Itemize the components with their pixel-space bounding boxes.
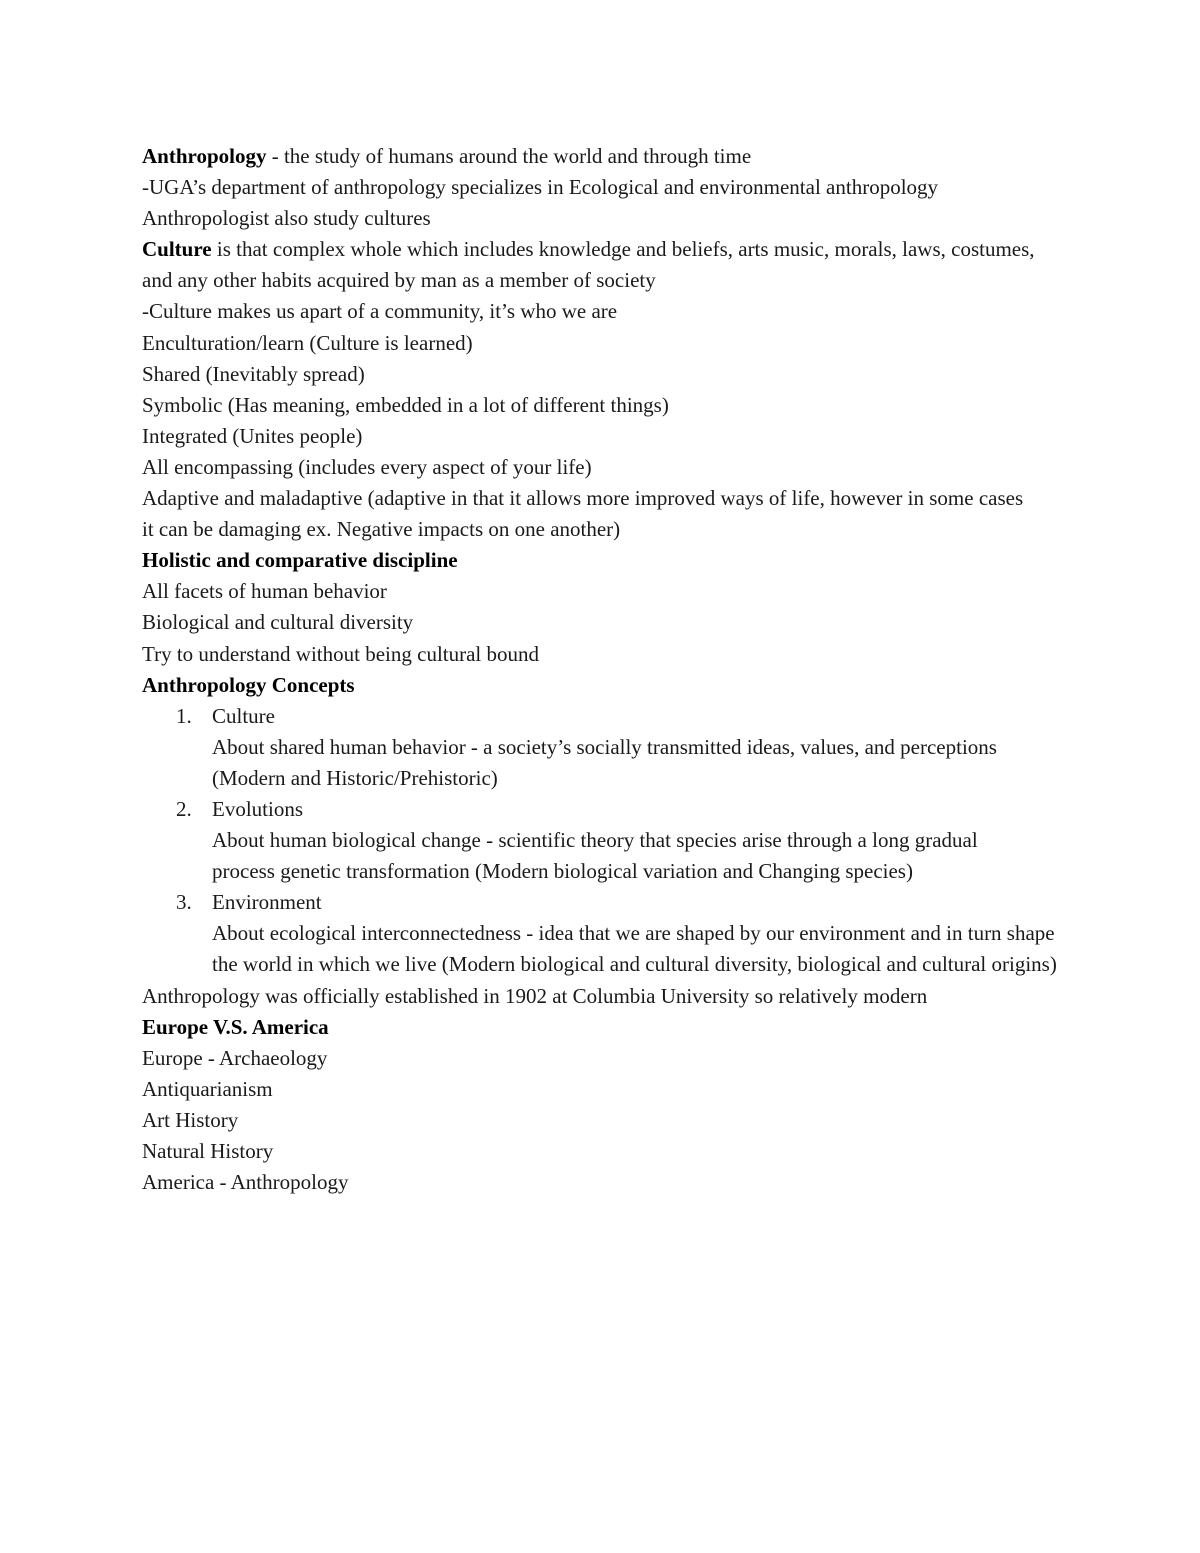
note-uga-department: -UGA’s department of anthropology specializes in Ecological and environmental anthropology: [142, 175, 939, 200]
concept-description: About ecological interconnectedness - idea that we are shaped by our environment and in turn shape the world in which we live (Modern biological and cultural diversity, biological and cultural origins): [212, 921, 1057, 977]
note-america: America - Anthropology: [142, 1170, 349, 1195]
term-anthropology: Anthropology: [142, 144, 267, 168]
note-art-history: Art History: [142, 1107, 239, 1132]
note-anthropologist-cultures: Anthropologist also study cultures: [142, 206, 431, 231]
concept-item-environment: [142, 887, 1062, 980]
trait-symbolic: Symbolic (Has meaning, embedded in a lot of different things): [142, 392, 669, 417]
definition-culture: [142, 234, 1047, 296]
note-culture-community: -Culture makes us apart of a community, it’s who we are: [142, 299, 618, 324]
definition-text: - the study of humans around the world and through time: [266, 144, 752, 168]
heading-concepts: Anthropology Concepts: [142, 672, 355, 697]
note-established: Anthropology was officially established in 1902 at Columbia University so relatively modern: [142, 983, 928, 1008]
note-diversity: Biological and cultural diversity: [142, 610, 414, 635]
trait-integrated: Integrated (Unites people): [142, 423, 363, 448]
note-facets: All facets of human behavior: [142, 579, 387, 604]
trait-enculturation: Enculturation/learn (Culture is learned): [142, 330, 473, 355]
trait-all-encompassing: All encompassing (includes every aspect of your life): [142, 454, 592, 479]
note-natural-history: Natural History: [142, 1139, 274, 1163]
list-number: 3.: [176, 890, 192, 915]
trait-shared: Shared (Inevitably spread): [142, 361, 365, 386]
note-understand: Try to understand without being cultural bound: [142, 641, 540, 666]
concept-description: About human biological change - scientific theory that species arise through a long gradual process genetic transformation (Modern biological variation and Changing species): [212, 828, 978, 884]
list-number: 2.: [176, 796, 192, 821]
heading-europe-america: Europe V.S. America: [142, 1014, 329, 1039]
concept-item-evolutions: [142, 794, 1062, 887]
definition-text: is that complex whole which includes knowledge and beliefs, arts music, morals, laws, costumes, and any other habits acquired by man as a member of society: [142, 237, 1035, 293]
term-culture: Culture: [142, 237, 212, 262]
document-body: [142, 141, 1062, 1198]
definition-anthropology: [142, 141, 1062, 172]
concept-description: About shared human behavior - a society’s socially transmitted ideas, values, and perceptions (Modern and Historic/Prehistoric): [212, 734, 997, 790]
note-europe: Europe - Archaeology: [142, 1045, 328, 1070]
concepts-list: [142, 701, 1062, 981]
concept-title: Environment: [212, 890, 322, 915]
concept-title: Culture: [212, 703, 275, 728]
trait-adaptive: Adaptive and maladaptive (adaptive in that it allows more improved ways of life, however in some cases it can be damaging ex. Negative impacts on one another): [142, 486, 1024, 542]
list-number: 1.: [176, 703, 192, 728]
note-antiquarianism: Antiquarianism: [142, 1076, 273, 1101]
concept-item-culture: [142, 701, 1062, 794]
concept-title: Evolutions: [212, 796, 304, 821]
heading-holistic: Holistic and comparative discipline: [142, 548, 458, 573]
